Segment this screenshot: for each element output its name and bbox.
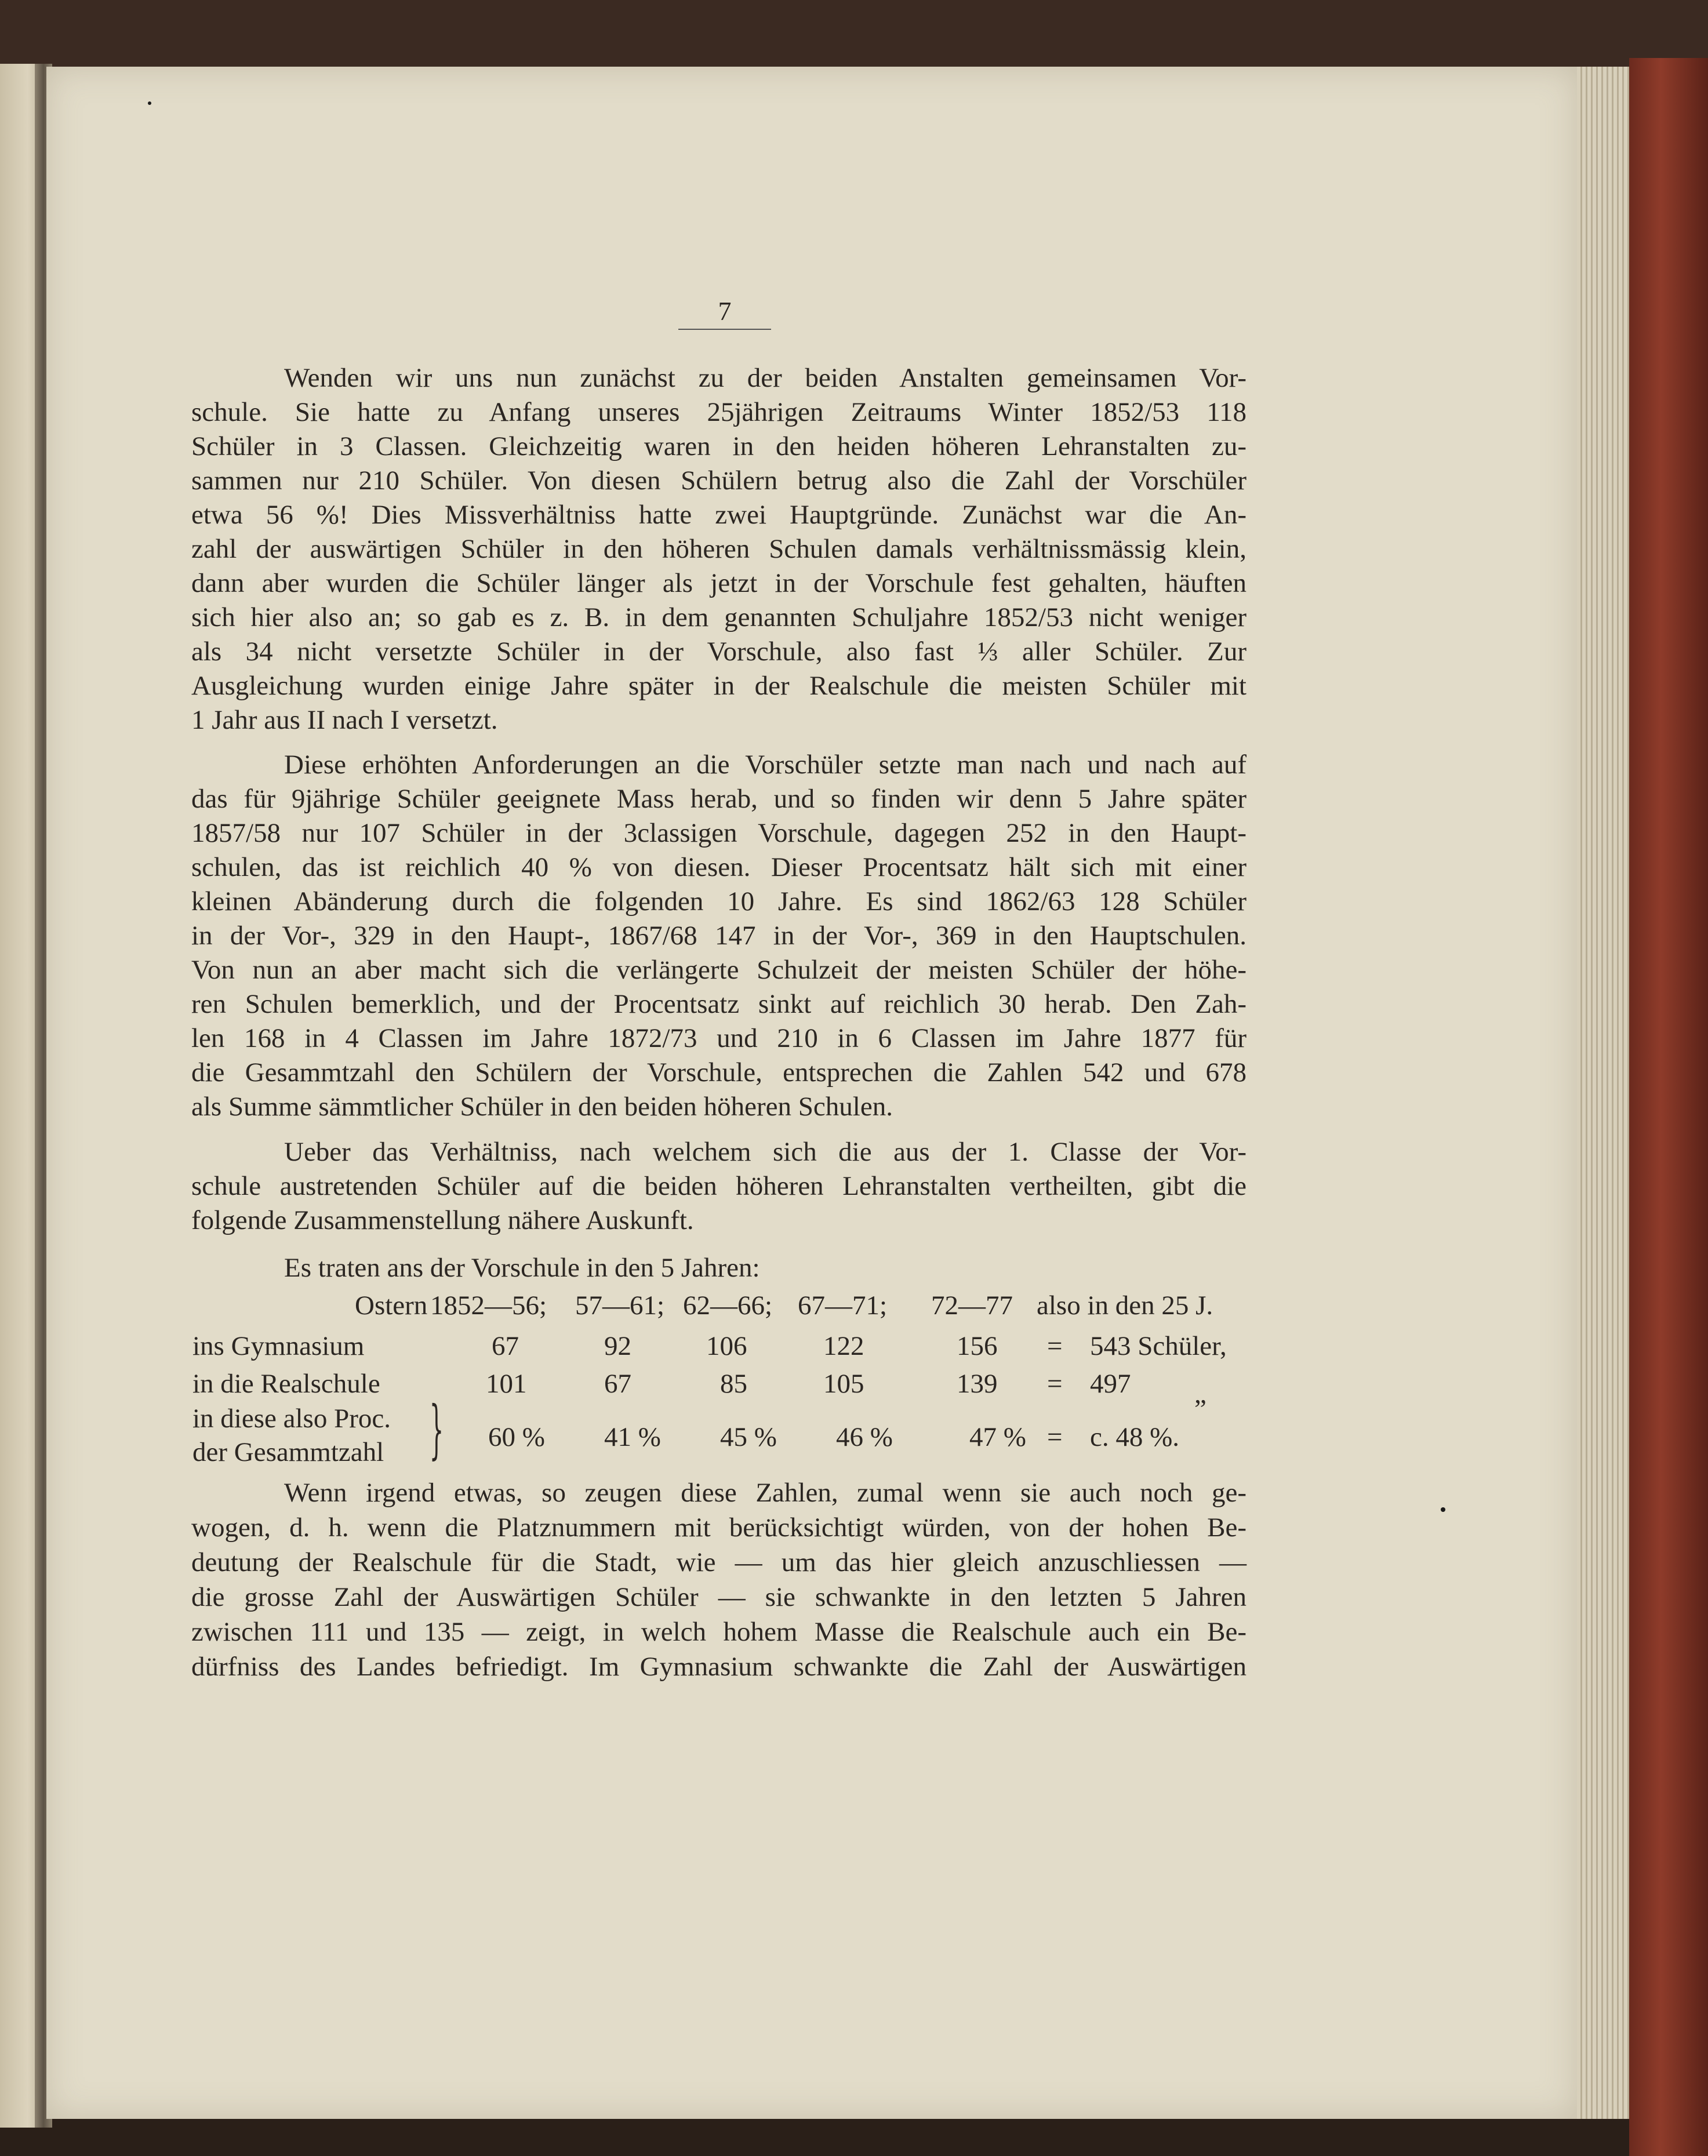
- table-equals: =: [1047, 1369, 1063, 1399]
- text-line: zwischen 111 und 135 — zeigt, in welch hohem Masse die Realschule auch ein Be-: [191, 1617, 1247, 1647]
- table-cell: 139: [957, 1369, 998, 1399]
- table-cell: 122: [823, 1331, 864, 1361]
- text-line: Es traten ans der Vorschule in den 5 Jahren:: [284, 1253, 760, 1283]
- text-line: dann aber wurden die Schüler länger als jetzt in der Vorschule fest gehalten, häuften: [191, 568, 1247, 598]
- table-header-period: 62—66;: [683, 1290, 773, 1321]
- table-header-period: 1852—56;: [430, 1290, 547, 1321]
- table-equals: =: [1047, 1422, 1063, 1452]
- text-line: Ausgleichung wurden einige Jahre später in der Realschule die meisten Schüler mit: [191, 671, 1247, 701]
- text-line: die Gesammtzahl den Schülern der Vorschule, entsprechen die Zahlen 542 und 678: [191, 1057, 1247, 1088]
- brace-icon: }: [429, 1392, 444, 1466]
- table-equals: =: [1047, 1331, 1063, 1361]
- text-line: kleinen Abänderung durch die folgenden 10 Jahre. Es sind 1862/63 128 Schüler: [191, 886, 1247, 917]
- text-line: Von nun an aber macht sich die verlängerte Schulzeit der meisten Schüler der höhe-: [191, 955, 1247, 985]
- text-line: als Summe sämmtlicher Schüler in den beiden höheren Schulen.: [191, 1092, 893, 1122]
- text-line: deutung der Realschule für die Stadt, wie — um das hier gleich anzuschliessen —: [191, 1547, 1247, 1577]
- table-header-period: 67—71;: [798, 1290, 888, 1321]
- text-line: die grosse Zahl der Auswärtigen Schüler — sie schwankte in den letzten 5 Jahren: [191, 1582, 1247, 1612]
- table-cell: 41 %: [604, 1422, 661, 1452]
- page-number: 7: [678, 296, 771, 330]
- text-line: 1 Jahr aus II nach I versetzt.: [191, 705, 498, 735]
- text-line: wogen, d. h. wenn die Platznummern mit berücksichtigt würden, von der hohen Be-: [191, 1513, 1247, 1543]
- table-header-label: Ostern: [355, 1290, 428, 1321]
- book-cover-right: [1629, 58, 1708, 2156]
- text-line: Wenn irgend etwas, so zeugen diese Zahlen, zumal wenn sie auch noch ge-: [284, 1478, 1247, 1508]
- table-row-label: in die Realschule: [192, 1369, 380, 1399]
- table-cell: 67: [492, 1331, 519, 1361]
- dust-speck: [1441, 1507, 1445, 1512]
- text-line: schulen, das ist reichlich 40 % von diesen. Dieser Procentsatz hält sich mit einer: [191, 852, 1247, 882]
- table-row-label: in diese also Proc.: [192, 1404, 391, 1434]
- table-header-period: 57—61;: [575, 1290, 665, 1321]
- table-header-total: also in den 25 J.: [1037, 1290, 1213, 1321]
- text-line: zahl der auswärtigen Schüler in den höheren Schulen damals verhältnissmässig klein,: [191, 534, 1247, 564]
- table-cell: 101: [486, 1369, 527, 1399]
- book-cover-top: [0, 0, 1708, 70]
- table-cell: 105: [823, 1369, 864, 1399]
- text-line: Schüler in 3 Classen. Gleichzeitig waren in den heiden höheren Lehranstalten zu-: [191, 431, 1247, 461]
- table-cell: 45 %: [720, 1422, 777, 1452]
- text-line: sich hier also an; so gab es z. B. in dem genannten Schuljahre 1852/53 nicht weniger: [191, 602, 1247, 632]
- table-cell: 106: [706, 1331, 747, 1361]
- text-line: len 168 in 4 Classen im Jahre 1872/73 und 210 in 6 Classen im Jahre 1877 für: [191, 1023, 1247, 1053]
- table-cell: 85: [720, 1369, 747, 1399]
- text-line: ren Schulen bemerklich, und der Procentsatz sinkt auf reichlich 30 herab. Den Zah-: [191, 989, 1247, 1019]
- text-line: in der Vor-, 329 in den Haupt-, 1867/68 147 in der Vor-, 369 in den Hauptschulen.: [191, 921, 1247, 951]
- table-row-total: 543 Schüler,: [1090, 1331, 1227, 1361]
- table-header-period: 72—77: [931, 1290, 1013, 1321]
- table-row-total: c. 48 %.: [1090, 1422, 1180, 1452]
- text-line: Wenden wir uns nun zunächst zu der beiden Anstalten gemeinsamen Vor-: [284, 363, 1247, 393]
- table-row-label: ins Gymnasium: [192, 1331, 365, 1361]
- table-cell: 156: [957, 1331, 998, 1361]
- text-line: dürfniss des Landes befriedigt. Im Gymnasium schwankte die Zahl der Auswärtigen: [191, 1652, 1247, 1682]
- table-cell: 67: [604, 1369, 631, 1399]
- text-line: etwa 56 %! Dies Missverhältniss hatte zwei Hauptgründe. Zunächst war die An-: [191, 500, 1247, 530]
- text-line: als 34 nicht versetzte Schüler in der Vorschule, also fast ⅓ aller Schüler. Zur: [191, 637, 1247, 667]
- table-cell: 46 %: [836, 1422, 893, 1452]
- table-cell: 92: [604, 1331, 631, 1361]
- table-row-label: der Gesammtzahl: [192, 1437, 384, 1467]
- page-edges: [1577, 67, 1629, 2119]
- text-line: Ueber das Verhältniss, nach welchem sich die aus der 1. Classe der Vor-: [284, 1137, 1247, 1167]
- text-line: schule. Sie hatte zu Anfang unseres 25jährigen Zeitraums Winter 1852/53 118: [191, 397, 1247, 427]
- text-line: folgende Zusammenstellung nähere Auskunft.: [191, 1205, 694, 1235]
- ditto-mark: „: [1194, 1379, 1206, 1409]
- text-line: 1857/58 nur 107 Schüler in der 3classigen Vorschule, dagegen 252 in den Haupt-: [191, 818, 1247, 848]
- table-cell: 47 %: [969, 1422, 1026, 1452]
- table-cell: 60 %: [488, 1422, 545, 1452]
- text-line: schule austretenden Schüler auf die beiden höheren Lehranstalten vertheilten, gibt die: [191, 1171, 1247, 1201]
- text-line: Diese erhöhten Anforderungen an die Vorschüler setzte man nach und nach auf: [284, 750, 1247, 780]
- table-row-total: 497: [1090, 1369, 1131, 1399]
- text-line: sammen nur 210 Schüler. Von diesen Schülern betrug also die Zahl der Vorschüler: [191, 466, 1247, 496]
- text-line: das für 9jährige Schüler geeignete Mass herab, und so finden wir denn 5 Jahre später: [191, 784, 1247, 814]
- dust-speck: [148, 101, 151, 105]
